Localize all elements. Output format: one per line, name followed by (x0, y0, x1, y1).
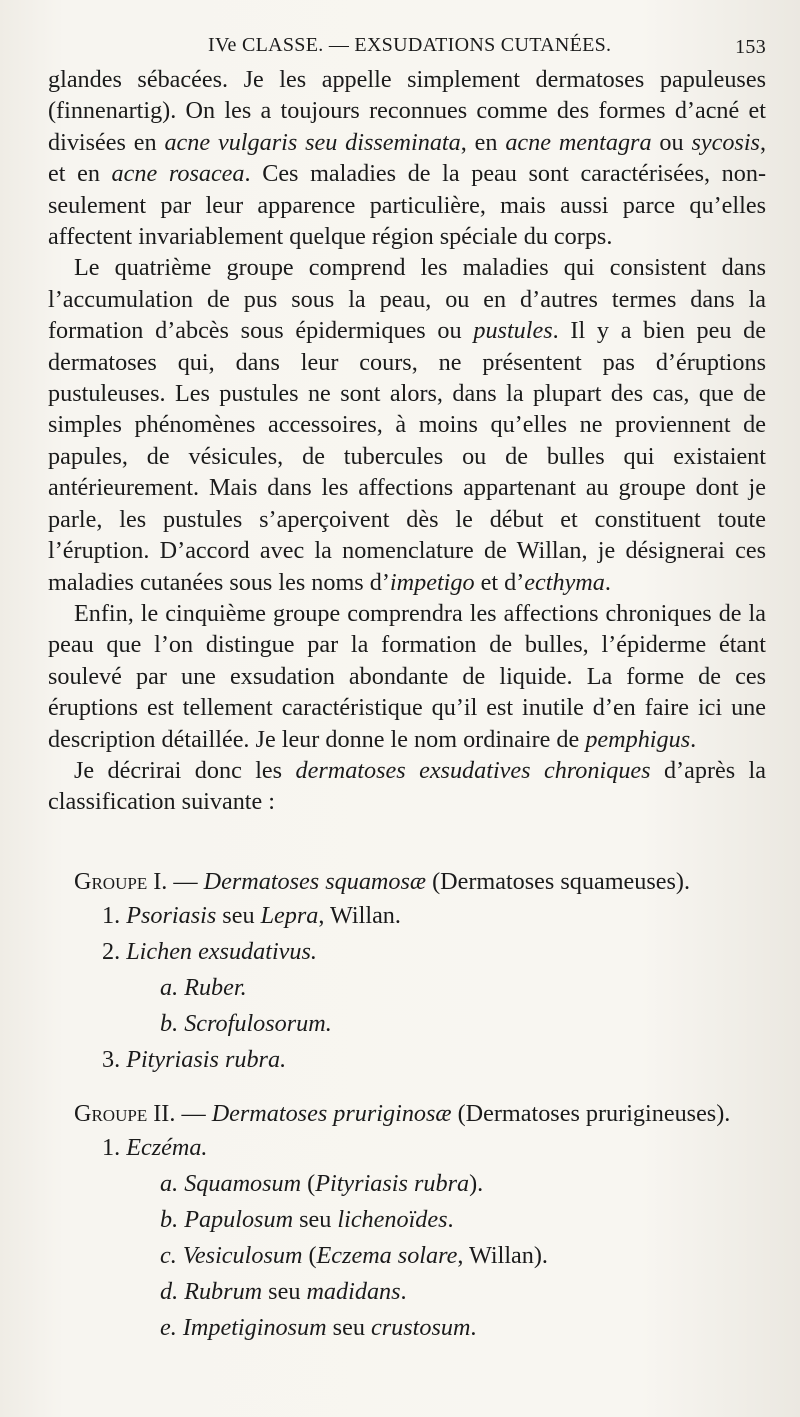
italic-term: pustules (473, 317, 553, 345)
item-letter: d. (160, 1278, 179, 1305)
italic-term: Pityriasis rubra (315, 1170, 470, 1197)
text-span: ou (651, 128, 692, 156)
italic-term: acne vulgaris seu disseminata (164, 128, 461, 156)
italic-term: pemphigus (585, 725, 691, 753)
italic-term: dermatoses exsudatives chroniques (295, 756, 651, 784)
text-span: Je décrirai donc les (74, 756, 296, 784)
page-number: 153 (735, 36, 766, 58)
text-span: . (470, 1314, 477, 1341)
item-letter: a. (160, 1170, 179, 1197)
text-span: , et en (48, 128, 767, 188)
item-letter: e. (160, 1314, 177, 1341)
text-span: ). (469, 1170, 484, 1197)
list-item (74, 934, 774, 970)
italic-term: Scrofulosorum. (184, 1010, 332, 1037)
classification-list (74, 866, 774, 1346)
paragraph-4 (48, 755, 766, 818)
text-span: d’après la classification suivante : (48, 756, 766, 816)
text-span: . (400, 1278, 407, 1305)
list-item (74, 1006, 774, 1042)
italic-term: Eczema solare (316, 1242, 458, 1269)
text-span: , en (460, 128, 506, 156)
text-span: Enfin, le cinquième groupe comprendra les affections chroniques de la peau que l’on distingue par la formation de bulles, l’épiderme étant soulevé par une exsudation abondante de liquide. La forme de ces éruptions est tellement caractéristique qu’il est inutile d’en faire ici une description détaillée. Je leur donne le nom ordinaire de (48, 599, 766, 753)
italic-term: acne mentagra (505, 128, 652, 156)
item-number: 2. (102, 938, 121, 965)
list-item (74, 898, 774, 934)
italic-term: Squamosum (184, 1170, 302, 1197)
list-item (74, 1202, 774, 1238)
italic-term: impetigo (389, 568, 475, 596)
italic-term: Psoriasis (126, 902, 217, 929)
italic-term: Eczéma. (126, 1134, 208, 1161)
italic-term: lichenoïdes (337, 1206, 448, 1233)
paragraph-1 (48, 64, 766, 252)
italic-term: Lichen exsudativus. (126, 938, 317, 965)
text-span: , Willan). (457, 1242, 548, 1269)
italic-term: Rubrum (184, 1278, 263, 1305)
list-item (74, 1130, 774, 1166)
item-number: 1. (102, 902, 121, 929)
item-number: 1. (102, 1134, 121, 1161)
italic-term: Vesiculosum (182, 1242, 303, 1269)
text-span: et d’ (474, 568, 525, 596)
group-1-heading (74, 866, 774, 898)
list-item (74, 1238, 774, 1274)
list-item (74, 1310, 774, 1346)
text-span: seu (216, 902, 261, 929)
italic-term: madidans (306, 1278, 401, 1305)
item-letter: b. (160, 1206, 179, 1233)
group-2-heading (74, 1098, 774, 1130)
text-span: — (167, 868, 204, 895)
list-item (74, 1166, 774, 1202)
text-span: . (604, 568, 611, 596)
list-item (74, 1274, 774, 1310)
italic-term: ecthyma (524, 568, 605, 596)
italic-term: acne rosacea (111, 160, 245, 188)
text-span: . Il y a bien peu de dermatoses qui, dans leur cours, ne présentent pas d’éruptions pustuleuses. Les pustules ne sont alors, dans la plupart des cas, que de simples phénomènes accessoires, à moins qu’elles ne proviennent de papules, de vésicules, de tubercules ou de bulles qui existaient antérieurement. Mais dans les affections appartenant au groupe dont je parle, les pustules s’aperçoivent dès le début et constituent toute l’éruption. D’accord avec la nomenclature de Willan, je désignerai ces maladies cutanées sous les noms d’ (48, 317, 766, 596)
item-letter: b. (160, 1010, 179, 1037)
italic-term: sycosis (691, 128, 760, 156)
group-label: Groupe II. (74, 1100, 176, 1127)
running-title: IVe CLASSE. — EXSUDATIONS CUTANÉES. (208, 34, 612, 56)
body-text (48, 64, 766, 818)
text-span: ( (302, 1242, 317, 1269)
text-span: seu (262, 1278, 307, 1305)
italic-term: Lepra (260, 902, 319, 929)
item-number: 3. (102, 1046, 121, 1073)
text-span: . Ces maladies de la peau sont caractérisées, non-seulement par leur apparence particulière, mais aussi parce qu’elles affectent invariablement quelque région spéciale du corps. (48, 160, 766, 251)
paragraph-2 (48, 252, 766, 597)
text-span: — (175, 1100, 212, 1127)
text-span: ( (301, 1170, 316, 1197)
list-item (74, 970, 774, 1006)
italic-term: crustosum (370, 1314, 471, 1341)
paragraph-3 (48, 598, 766, 755)
text-span: . (447, 1206, 454, 1233)
page-header (48, 30, 766, 64)
italic-term: Pityriasis rubra. (126, 1046, 287, 1073)
item-letter: c. (160, 1242, 177, 1269)
item-letter: a. (160, 974, 179, 1001)
italic-term: Ruber. (184, 974, 247, 1001)
text-span: . (690, 725, 697, 753)
group-french-name: (Dermatoses prurigineuses). (451, 1100, 731, 1127)
list-item (74, 1042, 774, 1078)
text-span: glandes sébacées. Je les appelle simplement dermatoses papuleuses (finnenartig). On les a toujours reconnues comme des formes d’acné et divisées en (48, 66, 766, 156)
group-french-name: (Dermatoses squameuses). (426, 868, 691, 895)
spacer (74, 1078, 774, 1098)
group-name: Dermatoses pruriginosæ (211, 1100, 452, 1127)
italic-term: Papulosum (184, 1206, 294, 1233)
text-span: , Willan. (318, 902, 401, 929)
text-span: Le quatrième groupe comprend les maladies qui consistent dans l’accumulation de pus sous la peau, ou en d’autres termes dans la formation d’abcès sous épidermiques ou (48, 254, 766, 345)
italic-term: Impetiginosum (182, 1314, 327, 1341)
group-name: Dermatoses squamosæ (203, 868, 427, 895)
group-label: Groupe I. (74, 868, 168, 895)
text-span: seu (293, 1206, 338, 1233)
text-span: seu (326, 1314, 371, 1341)
